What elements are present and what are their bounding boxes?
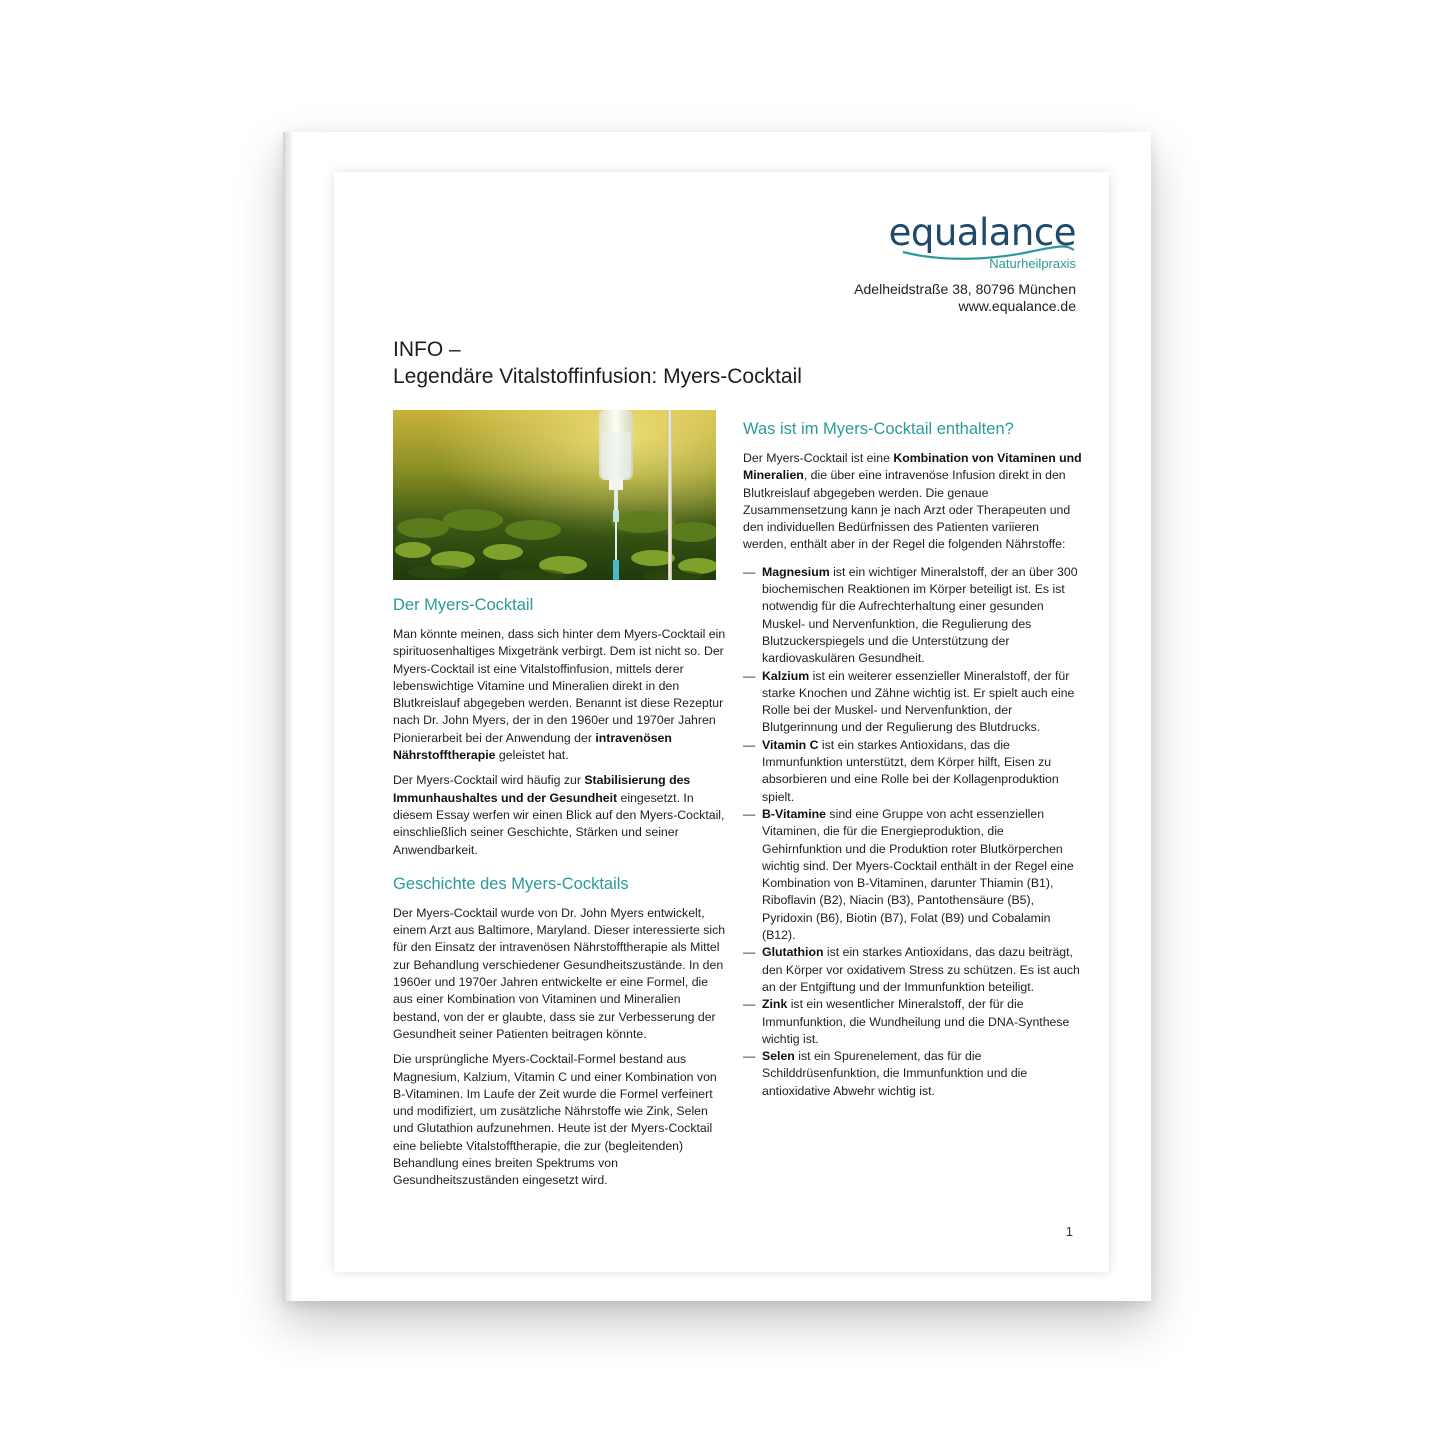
street-address: Adelheidstraße 38, 80796 München [854, 281, 1076, 297]
section-heading-myers-cocktail: Der Myers-Cocktail [393, 596, 534, 614]
bold-text: B-Vitamine [762, 806, 827, 821]
list-item [743, 564, 1083, 668]
logo-block [889, 212, 1076, 271]
list-item [743, 737, 1083, 806]
website-link[interactable]: www.equalance.de [958, 298, 1076, 314]
title-line-1: INFO – [393, 338, 461, 361]
address-block [854, 281, 1076, 315]
text: ist ein weiterer essenzieller Mineralstoff, der für starke Knochen und Zähne wichtig ist. Er spielt auch eine Rolle bei der Muskel- und Nervenfunktion, der Blutgerinnung und der Regulierung des Blutdrucks. [762, 668, 1075, 735]
section-heading-history: Geschichte des Myers-Cocktails [393, 874, 629, 893]
text: geleistet hat. [495, 748, 569, 763]
paragraph [393, 772, 727, 858]
bold-text: Kalzium [762, 668, 810, 683]
brand-tagline: Naturheilpraxis [989, 256, 1076, 271]
title-line-2: Legendäre Vitalstoffinfusion: Myers-Cocktail [393, 365, 802, 388]
paragraph [743, 450, 1083, 554]
bold-text: intravenösen Nährstofftherapie [393, 730, 672, 763]
dash-bullet: — [743, 945, 756, 960]
list-item [743, 996, 1083, 1048]
nutrient-list [743, 564, 1083, 1100]
page-title [393, 336, 802, 390]
text: ist ein Spurenelement, das für die Schilddrüsenfunktion, die Immunfunktion und die antioxidative Abwehr wichtig ist. [762, 1049, 1028, 1098]
brand-logo: equalance [888, 211, 1076, 254]
list-item [743, 1048, 1083, 1100]
bold-text: Kombination von Vitaminen und Mineralien [743, 451, 1082, 483]
text: , die über eine intravenöse Infusion direkt in den Blutkreislauf abgegeben werden. Die genaue Zusammensetzung kann je nach Arzt oder Therapeuten und den individuellen Bedürfnissen des Patienten variieren werden, enthält aber in der Regel die folgenden Nährstoffe: [743, 468, 1071, 552]
bold-text: Zink [762, 997, 788, 1012]
iv-bag-tea-field-image [393, 410, 716, 580]
dash-bullet: — [743, 564, 756, 579]
document-page [334, 172, 1109, 1272]
list-item [743, 944, 1083, 996]
dash-bullet: — [743, 668, 756, 683]
bold-text: Selen [762, 1049, 795, 1064]
bold-text: Stabilisierung des Immunhaushaltes und der Gesundheit [393, 773, 691, 805]
infusion-photo [393, 410, 716, 580]
dash-bullet: — [743, 806, 756, 821]
bold-text: Vitamin C [762, 737, 819, 752]
logo-wave-icon [901, 240, 1076, 262]
text: Der Myers-Cocktail wird häufig zur [393, 773, 585, 788]
left-column [393, 594, 727, 1198]
text: Der Myers-Cocktail ist eine [743, 451, 894, 465]
text: ist ein starkes Antioxidans, das dazu beiträgt, den Körper vor oxidativem Stress zu schützen. Es ist auch an der Entgiftung und der Immunfunktion beteiligt. [762, 945, 1080, 994]
text: sind eine Gruppe von acht essenziellen Vitaminen, die für die Energieproduktion, die Gehirnfunktion und die Produktion roter Blutkörperchen wichtig sind. Der Myers-Cocktail enthält in der Regel eine Kombination von B-Vitaminen, darunter Thiamin (B1), Riboflavin (B2), Niacin (B3), Pantothensäure (B5), Pyridoxin (B6), Biotin (B7), Folat (B9) und Cobalamin (B12). [762, 806, 1074, 943]
dash-bullet: — [743, 1049, 756, 1064]
paragraph [393, 626, 727, 764]
page-number: 1 [1065, 1224, 1073, 1239]
bold-text: Magnesium [762, 564, 830, 579]
list-item [743, 806, 1083, 944]
text: ist ein wesentlicher Mineralstoff, der für die Immunfunktion, die Wundheilung und die DNA-Synthese wichtig ist. [762, 997, 1070, 1046]
dash-bullet: — [743, 997, 756, 1012]
bold-text: Glutathion [762, 945, 824, 960]
text: Man könnte meinen, dass sich hinter dem Myers-Cocktail ein spirituosenhaltiges Mixgetränk verbirgt. Dem ist nicht so. Der Myers-Cocktail ist eine Vitalstoffinfusion, mittels derer lebenswichtige Vitamine und Mineralien direkt in den Blutkreislauf abgegeben werden. Benannt ist diese Rezeptur nach Dr. John Myers, der in den 1960er und 1970er Jahren Pionierarbeit bei der Anwendung der [393, 627, 726, 745]
paragraph: Der Myers-Cocktail wurde von Dr. John Myers entwickelt, einem Arzt aus Baltimore, Maryland. Dieser interessierte sich für den Einsatz der intravenösen Nährstofftherapie als Mittel zur Behandlung verschiedener Gesundheitszustände. In den 1960er und 1970er Jahren entwickelte er eine Formel, die aus einer Kombination von Vitaminen und Mineralien bestand, von der er glaubte, dass sie zur Verbesserung der Gesundheit seiner Patienten beitragen könnte. [393, 905, 726, 1041]
book-spine [283, 132, 292, 1301]
text: eingesetzt. In diesem Essay werfen wir einen Blick auf den Myers-Cocktail, einschließlich seiner Geschichte, Stärken und seiner Anwendbarkeit. [393, 790, 725, 857]
section-heading-ingredients: Was ist im Myers-Cocktail enthalten? [743, 420, 1014, 438]
dash-bullet: — [743, 737, 756, 752]
text: ist ein wichtiger Mineralstoff, der an über 300 biochemischen Reaktionen im Körper beteiligt ist. Es ist notwendig für die Aufrechterhaltung einer gesunden Muskel- und Nervenfunktion, die Regulierung des Blutzuckerspiegels und die Unterstützung der kardiovaskulären Gesundheit. [762, 564, 1078, 666]
text: ist ein starkes Antioxidans, das die Immunfunktion unterstützt, dem Körper hilft, Eisen zu absorbieren und eine Rolle bei der Kollagenproduktion spielt. [762, 737, 1059, 804]
paragraph: Die ursprüngliche Myers-Cocktail-Formel bestand aus Magnesium, Kalzium, Vitamin C und einer Kombination von B-Vitaminen. Im Laufe der Zeit wurde die Formel verfeinert und modifiziert, um zusätzliche Nährstoffe wie Zink, Selen und Glutathion aufzunehmen. Heute ist der Myers-Cocktail eine beliebte Vitalstofftherapie, die zur (begleitenden) Behandlung eines breiten Spektrums von Gesundheitszuständen eingesetzt wird. [393, 1052, 717, 1188]
right-column [743, 418, 1083, 1100]
list-item [743, 668, 1083, 737]
